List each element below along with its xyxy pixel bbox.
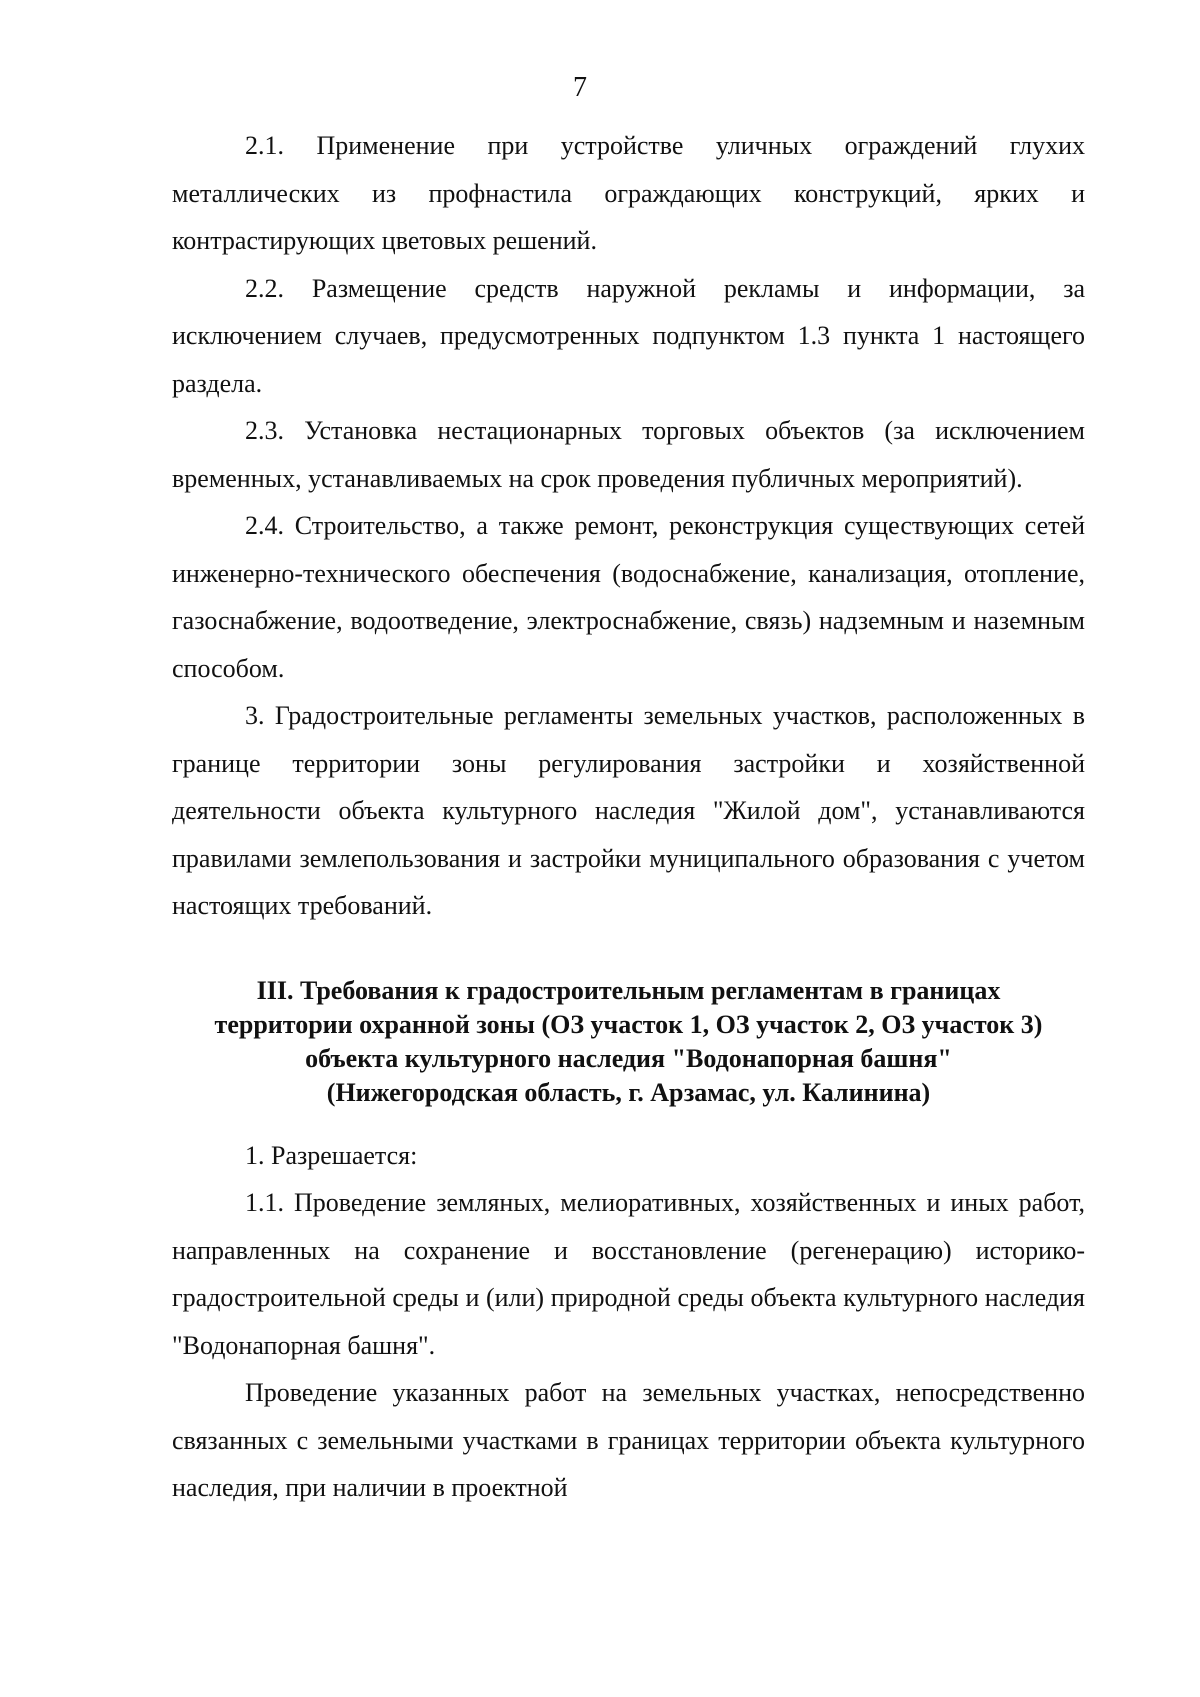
paragraph-2-2: 2.2. Размещение средств наружной рекламы и информации, за исключением случаев, предусмотренных подпунктом 1.3 пункта 1 настоящего раздела. xyxy=(172,273,1085,398)
section-heading-line-4: (Нижегородская область, г. Арзамас, ул. Калинина) xyxy=(326,1077,931,1107)
document-body xyxy=(172,122,1085,1512)
section-heading-line-1: III. Требования к градостроительным регламентам в границах xyxy=(256,975,1001,1005)
paragraph-1-allowed: 1. Разрешается: xyxy=(245,1140,418,1170)
section-heading-line-3: объекта культурного наследия "Водонапорная башня" xyxy=(305,1043,952,1073)
paragraph-2-4: 2.4. Строительство, а также ремонт, реконструкция существующих сетей инженерно-технического обеспечения (водоснабжение, канализация, отопление, газоснабжение, водоотведение, электроснабжение, связь) надземным и наземным способом. xyxy=(172,511,1085,683)
section-heading xyxy=(172,974,1085,1110)
paragraph-1-1: 1.1. Проведение земляных, мелиоративных, хозяйственных и иных работ, направленных на сохранение и восстановление (регенерацию) историко-градостроительной среды и (или) природной среды объекта культурного наследия "Водонапорная башня". xyxy=(172,1188,1085,1360)
section-heading-line-2: территории охранной зоны (ОЗ участок 1, ОЗ участок 2, ОЗ участок 3) xyxy=(214,1009,1043,1039)
paragraph-3: 3. Градостроительные регламенты земельных участков, расположенных в границе территории зоны регулирования застройки и хозяйственной деятельности объекта культурного наследия "Жилой дом", устанавливаются правилами землепользования и застройки муниципального образования с учетом настоящих требований. xyxy=(172,701,1085,920)
paragraph-2-3: 2.3. Установка нестационарных торговых объектов (за исключением временных, устанавливаемых на срок проведения публичных мероприятий). xyxy=(172,416,1085,493)
paragraph-works-conduct: Проведение указанных работ на земельных участках, непосредственно связанных с земельными участками в границах территории объекта культурного наследия, при наличии в проектной xyxy=(172,1378,1085,1502)
paragraph-2-1: 2.1. Применение при устройстве уличных ограждений глухих металлических из профнастила ограждающих конструкций, ярких и контрастирующих цветовых решений. xyxy=(172,131,1085,255)
page-number: 7 xyxy=(573,72,587,103)
